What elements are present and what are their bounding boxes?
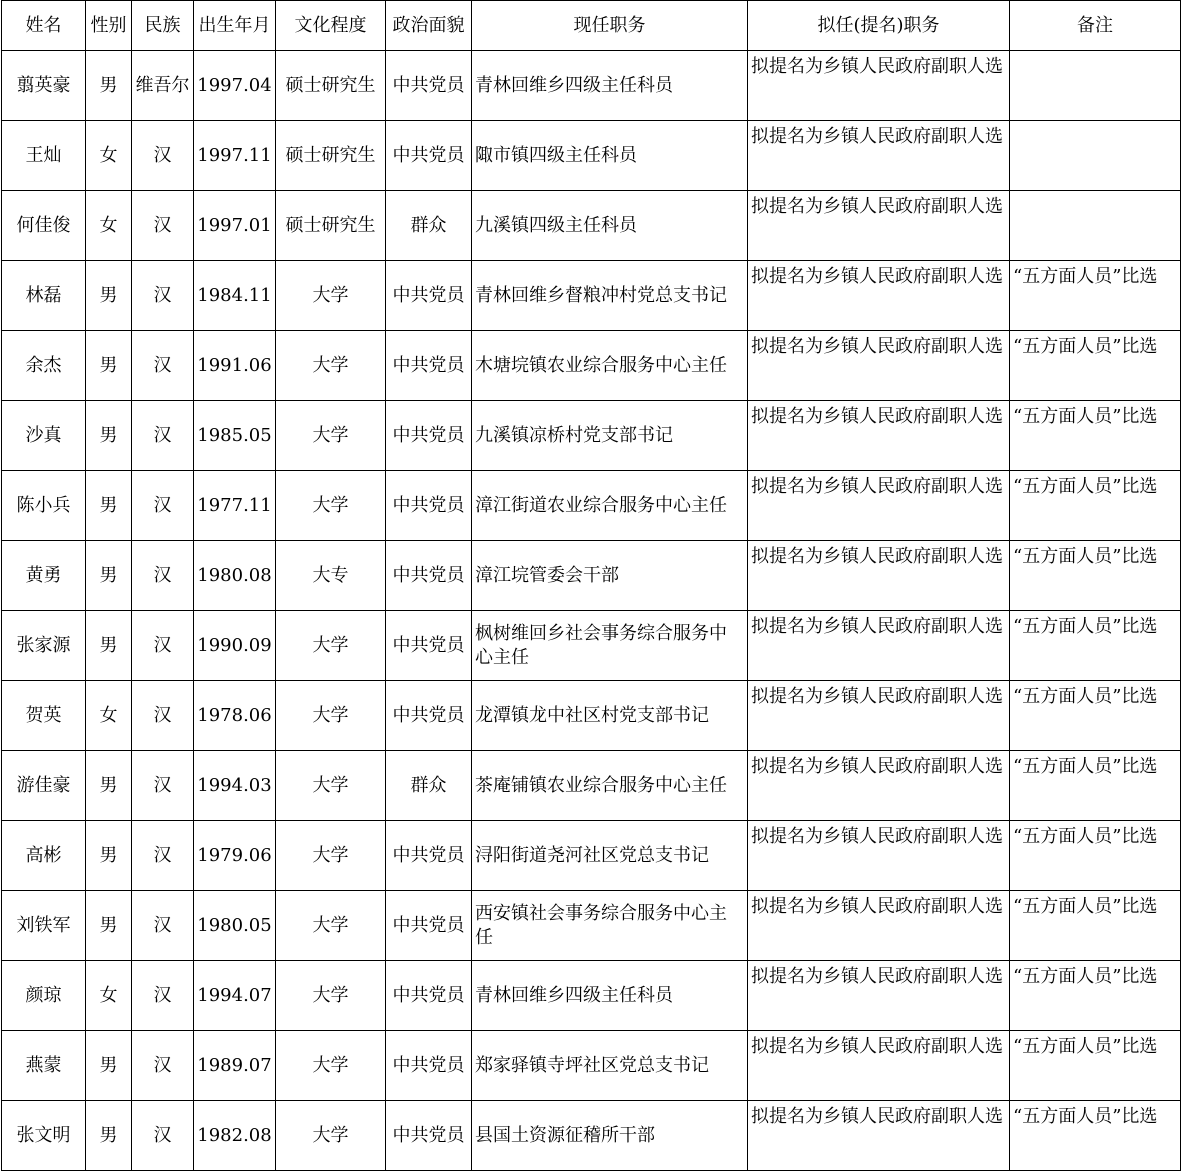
table-row bbox=[2, 681, 1181, 751]
name-cell: 张家源 bbox=[2, 611, 86, 681]
table-row bbox=[2, 331, 1181, 401]
remarks-cell: “五方面人员”比选 bbox=[1010, 681, 1181, 751]
proposed-position-cell: 拟提名为乡镇人民政府副职人选 bbox=[748, 611, 1010, 681]
education-cell: 大学 bbox=[276, 1031, 386, 1101]
birth-cell: 1978.06 bbox=[194, 681, 276, 751]
proposed-position-cell: 拟提名为乡镇人民政府副职人选 bbox=[748, 191, 1010, 261]
gender-cell: 男 bbox=[86, 401, 132, 471]
remarks-cell bbox=[1010, 191, 1181, 261]
gender-cell: 男 bbox=[86, 1101, 132, 1171]
header-current-position: 现任职务 bbox=[472, 1, 748, 51]
gender-cell: 男 bbox=[86, 331, 132, 401]
name-cell: 沙真 bbox=[2, 401, 86, 471]
education-cell: 大学 bbox=[276, 471, 386, 541]
political-status-cell: 群众 bbox=[386, 751, 472, 821]
remarks-cell: “五方面人员”比选 bbox=[1010, 751, 1181, 821]
education-cell: 大学 bbox=[276, 891, 386, 961]
header-education: 文化程度 bbox=[276, 1, 386, 51]
birth-cell: 1980.08 bbox=[194, 541, 276, 611]
political-status-cell: 中共党员 bbox=[386, 681, 472, 751]
current-position-cell: 枫树维回乡社会事务综合服务中心主任 bbox=[472, 611, 748, 681]
gender-cell: 男 bbox=[86, 891, 132, 961]
political-status-cell: 群众 bbox=[386, 191, 472, 261]
ethnicity-cell: 汉 bbox=[132, 331, 194, 401]
remarks-cell: “五方面人员”比选 bbox=[1010, 611, 1181, 681]
name-cell: 黄勇 bbox=[2, 541, 86, 611]
current-position-cell: 青林回维乡四级主任科员 bbox=[472, 51, 748, 121]
ethnicity-cell: 汉 bbox=[132, 891, 194, 961]
education-cell: 大学 bbox=[276, 611, 386, 681]
ethnicity-cell: 汉 bbox=[132, 751, 194, 821]
ethnicity-cell: 汉 bbox=[132, 471, 194, 541]
table-row bbox=[2, 121, 1181, 191]
education-cell: 大学 bbox=[276, 261, 386, 331]
birth-cell: 1985.05 bbox=[194, 401, 276, 471]
education-cell: 大学 bbox=[276, 1101, 386, 1171]
education-cell: 大学 bbox=[276, 681, 386, 751]
gender-cell: 男 bbox=[86, 751, 132, 821]
header-name: 姓名 bbox=[2, 1, 86, 51]
remarks-cell: “五方面人员”比选 bbox=[1010, 961, 1181, 1031]
table-row bbox=[2, 401, 1181, 471]
table-row bbox=[2, 1031, 1181, 1101]
birth-cell: 1997.04 bbox=[194, 51, 276, 121]
name-cell: 余杰 bbox=[2, 331, 86, 401]
proposed-position-cell: 拟提名为乡镇人民政府副职人选 bbox=[748, 541, 1010, 611]
gender-cell: 女 bbox=[86, 121, 132, 191]
name-cell: 王灿 bbox=[2, 121, 86, 191]
header-ethnicity: 民族 bbox=[132, 1, 194, 51]
current-position-cell: 茶庵铺镇农业综合服务中心主任 bbox=[472, 751, 748, 821]
name-cell: 刘铁军 bbox=[2, 891, 86, 961]
remarks-cell: “五方面人员”比选 bbox=[1010, 401, 1181, 471]
political-status-cell: 中共党员 bbox=[386, 541, 472, 611]
remarks-cell: “五方面人员”比选 bbox=[1010, 541, 1181, 611]
gender-cell: 男 bbox=[86, 51, 132, 121]
table-row bbox=[2, 51, 1181, 121]
current-position-cell: 九溪镇凉桥村党支部书记 bbox=[472, 401, 748, 471]
header-row bbox=[2, 1, 1181, 51]
candidate-table bbox=[1, 0, 1181, 1171]
proposed-position-cell: 拟提名为乡镇人民政府副职人选 bbox=[748, 961, 1010, 1031]
ethnicity-cell: 汉 bbox=[132, 681, 194, 751]
birth-cell: 1994.03 bbox=[194, 751, 276, 821]
ethnicity-cell: 汉 bbox=[132, 1031, 194, 1101]
political-status-cell: 中共党员 bbox=[386, 821, 472, 891]
birth-cell: 1989.07 bbox=[194, 1031, 276, 1101]
current-position-cell: 西安镇社会事务综合服务中心主任 bbox=[472, 891, 748, 961]
birth-cell: 1990.09 bbox=[194, 611, 276, 681]
political-status-cell: 中共党员 bbox=[386, 891, 472, 961]
political-status-cell: 中共党员 bbox=[386, 471, 472, 541]
ethnicity-cell: 汉 bbox=[132, 401, 194, 471]
ethnicity-cell: 汉 bbox=[132, 1101, 194, 1171]
header-political-status: 政治面貌 bbox=[386, 1, 472, 51]
current-position-cell: 九溪镇四级主任科员 bbox=[472, 191, 748, 261]
birth-cell: 1997.01 bbox=[194, 191, 276, 261]
proposed-position-cell: 拟提名为乡镇人民政府副职人选 bbox=[748, 51, 1010, 121]
current-position-cell: 青林回维乡督粮冲村党总支书记 bbox=[472, 261, 748, 331]
birth-cell: 1977.11 bbox=[194, 471, 276, 541]
proposed-position-cell: 拟提名为乡镇人民政府副职人选 bbox=[748, 331, 1010, 401]
remarks-cell: “五方面人员”比选 bbox=[1010, 261, 1181, 331]
birth-cell: 1982.08 bbox=[194, 1101, 276, 1171]
current-position-cell: 县国土资源征稽所干部 bbox=[472, 1101, 748, 1171]
name-cell: 林磊 bbox=[2, 261, 86, 331]
table-row bbox=[2, 961, 1181, 1031]
ethnicity-cell: 维吾尔 bbox=[132, 51, 194, 121]
proposed-position-cell: 拟提名为乡镇人民政府副职人选 bbox=[748, 401, 1010, 471]
table-body bbox=[2, 51, 1181, 1171]
remarks-cell: “五方面人员”比选 bbox=[1010, 1101, 1181, 1171]
table-row bbox=[2, 891, 1181, 961]
name-cell: 游佳豪 bbox=[2, 751, 86, 821]
gender-cell: 男 bbox=[86, 1031, 132, 1101]
ethnicity-cell: 汉 bbox=[132, 611, 194, 681]
ethnicity-cell: 汉 bbox=[132, 541, 194, 611]
gender-cell: 男 bbox=[86, 611, 132, 681]
birth-cell: 1984.11 bbox=[194, 261, 276, 331]
name-cell: 张文明 bbox=[2, 1101, 86, 1171]
proposed-position-cell: 拟提名为乡镇人民政府副职人选 bbox=[748, 471, 1010, 541]
political-status-cell: 中共党员 bbox=[386, 1101, 472, 1171]
education-cell: 大专 bbox=[276, 541, 386, 611]
name-cell: 高彬 bbox=[2, 821, 86, 891]
education-cell: 大学 bbox=[276, 821, 386, 891]
education-cell: 硕士研究生 bbox=[276, 121, 386, 191]
remarks-cell: “五方面人员”比选 bbox=[1010, 331, 1181, 401]
proposed-position-cell: 拟提名为乡镇人民政府副职人选 bbox=[748, 821, 1010, 891]
table-row bbox=[2, 1101, 1181, 1171]
proposed-position-cell: 拟提名为乡镇人民政府副职人选 bbox=[748, 261, 1010, 331]
political-status-cell: 中共党员 bbox=[386, 401, 472, 471]
gender-cell: 女 bbox=[86, 961, 132, 1031]
current-position-cell: 青林回维乡四级主任科员 bbox=[472, 961, 748, 1031]
political-status-cell: 中共党员 bbox=[386, 121, 472, 191]
current-position-cell: 郑家驿镇寺坪社区党总支书记 bbox=[472, 1031, 748, 1101]
birth-cell: 1980.05 bbox=[194, 891, 276, 961]
gender-cell: 男 bbox=[86, 471, 132, 541]
political-status-cell: 中共党员 bbox=[386, 611, 472, 681]
remarks-cell bbox=[1010, 51, 1181, 121]
proposed-position-cell: 拟提名为乡镇人民政府副职人选 bbox=[748, 121, 1010, 191]
birth-cell: 1979.06 bbox=[194, 821, 276, 891]
header-gender: 性别 bbox=[86, 1, 132, 51]
political-status-cell: 中共党员 bbox=[386, 1031, 472, 1101]
proposed-position-cell: 拟提名为乡镇人民政府副职人选 bbox=[748, 891, 1010, 961]
remarks-cell: “五方面人员”比选 bbox=[1010, 471, 1181, 541]
current-position-cell: 龙潭镇龙中社区村党支部书记 bbox=[472, 681, 748, 751]
birth-cell: 1997.11 bbox=[194, 121, 276, 191]
header-birth: 出生年月 bbox=[194, 1, 276, 51]
header-remarks: 备注 bbox=[1010, 1, 1181, 51]
education-cell: 大学 bbox=[276, 961, 386, 1031]
current-position-cell: 浔阳街道尧河社区党总支书记 bbox=[472, 821, 748, 891]
current-position-cell: 木塘垸镇农业综合服务中心主任 bbox=[472, 331, 748, 401]
table-row bbox=[2, 191, 1181, 261]
political-status-cell: 中共党员 bbox=[386, 961, 472, 1031]
table-row bbox=[2, 751, 1181, 821]
proposed-position-cell: 拟提名为乡镇人民政府副职人选 bbox=[748, 681, 1010, 751]
remarks-cell: “五方面人员”比选 bbox=[1010, 891, 1181, 961]
table-row bbox=[2, 611, 1181, 681]
education-cell: 大学 bbox=[276, 751, 386, 821]
table-row bbox=[2, 261, 1181, 331]
gender-cell: 男 bbox=[86, 541, 132, 611]
political-status-cell: 中共党员 bbox=[386, 261, 472, 331]
name-cell: 燕蒙 bbox=[2, 1031, 86, 1101]
current-position-cell: 陬市镇四级主任科员 bbox=[472, 121, 748, 191]
education-cell: 大学 bbox=[276, 401, 386, 471]
table-row bbox=[2, 821, 1181, 891]
education-cell: 大学 bbox=[276, 331, 386, 401]
ethnicity-cell: 汉 bbox=[132, 121, 194, 191]
remarks-cell bbox=[1010, 121, 1181, 191]
ethnicity-cell: 汉 bbox=[132, 961, 194, 1031]
table-row bbox=[2, 541, 1181, 611]
political-status-cell: 中共党员 bbox=[386, 51, 472, 121]
political-status-cell: 中共党员 bbox=[386, 331, 472, 401]
ethnicity-cell: 汉 bbox=[132, 261, 194, 331]
current-position-cell: 漳江街道农业综合服务中心主任 bbox=[472, 471, 748, 541]
name-cell: 颜琼 bbox=[2, 961, 86, 1031]
name-cell: 何佳俊 bbox=[2, 191, 86, 261]
gender-cell: 女 bbox=[86, 681, 132, 751]
header-proposed-position: 拟任(提名)职务 bbox=[748, 1, 1010, 51]
name-cell: 翦英豪 bbox=[2, 51, 86, 121]
education-cell: 硕士研究生 bbox=[276, 191, 386, 261]
proposed-position-cell: 拟提名为乡镇人民政府副职人选 bbox=[748, 1101, 1010, 1171]
proposed-position-cell: 拟提名为乡镇人民政府副职人选 bbox=[748, 751, 1010, 821]
gender-cell: 女 bbox=[86, 191, 132, 261]
table-row bbox=[2, 471, 1181, 541]
education-cell: 硕士研究生 bbox=[276, 51, 386, 121]
gender-cell: 男 bbox=[86, 261, 132, 331]
remarks-cell: “五方面人员”比选 bbox=[1010, 1031, 1181, 1101]
birth-cell: 1991.06 bbox=[194, 331, 276, 401]
proposed-position-cell: 拟提名为乡镇人民政府副职人选 bbox=[748, 1031, 1010, 1101]
current-position-cell: 漳江垸管委会干部 bbox=[472, 541, 748, 611]
ethnicity-cell: 汉 bbox=[132, 821, 194, 891]
remarks-cell: “五方面人员”比选 bbox=[1010, 821, 1181, 891]
name-cell: 贺英 bbox=[2, 681, 86, 751]
gender-cell: 男 bbox=[86, 821, 132, 891]
birth-cell: 1994.07 bbox=[194, 961, 276, 1031]
ethnicity-cell: 汉 bbox=[132, 191, 194, 261]
name-cell: 陈小兵 bbox=[2, 471, 86, 541]
